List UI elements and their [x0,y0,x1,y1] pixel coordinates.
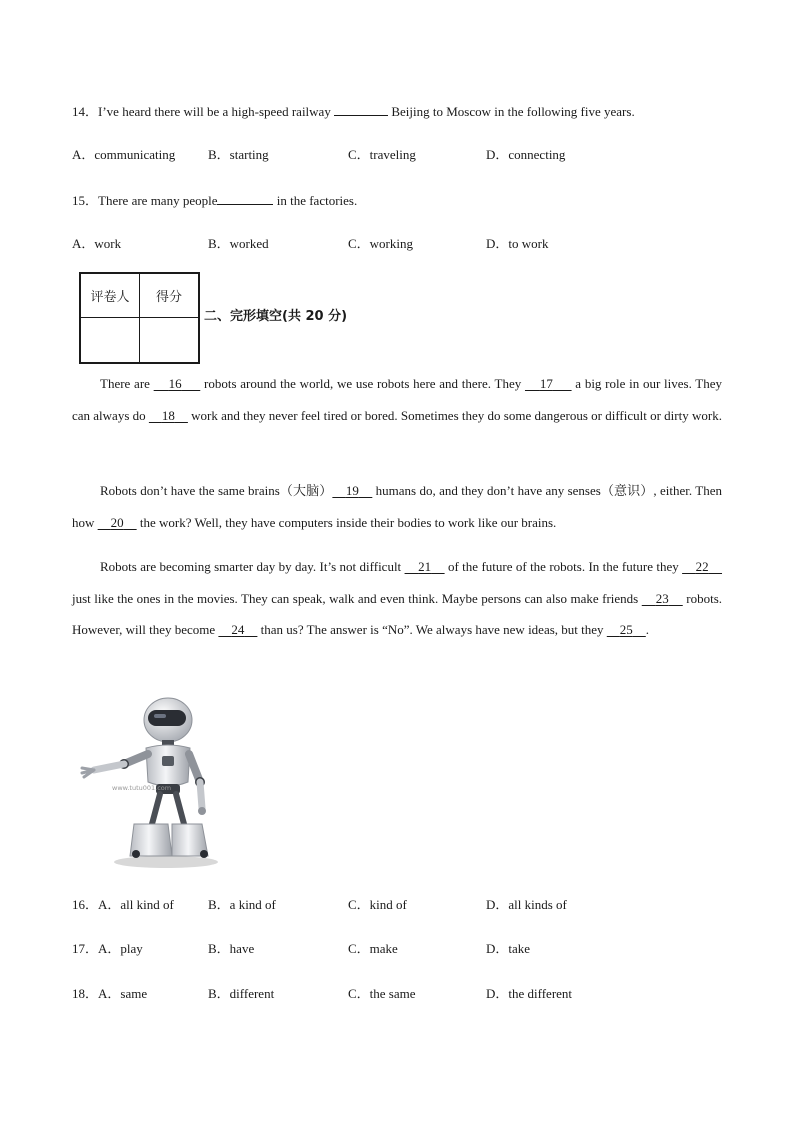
shadow [114,856,218,868]
question-number: 14． [72,104,99,119]
robot-hand [82,768,94,777]
question-number: 18． [72,986,99,1001]
blank-21: 21 [418,559,432,574]
option-b: B．have [208,941,255,956]
option-d: D．the different [486,986,573,1001]
blank-18: 18 [161,407,175,423]
option-d: D．take [486,941,531,956]
option-c: C．working [348,236,414,251]
answer-blank [217,190,273,205]
blank-20: 20 [110,514,124,530]
blank-25: 25 [619,622,633,637]
question-text: Beijing to Moscow in the following five years. [388,104,635,119]
passage-paragraph-3: Robots are becoming smarter day by day. It’s not difficult 21 of the future of the robots. In the future they 22 just like the ones in the movies. They can speak, walk and even think. Maybe persons can also make friends 23 robots. However, will they become 24 than us? The answer is “No”. We always have new ideas, but they 25 . [72,559,722,637]
passage-paragraph-1: There are 16 robots around the world, we use robots here and there. They 17 a big role in our lives. They can always do 18 work and they never feel tired or bored. Sometimes they do some dangerous or difficult or dirty work. [72,376,723,423]
option-c: C．make [348,941,398,956]
question-text: I’ve heard there will be a high-speed railway [98,104,335,119]
blank-22: 22 [695,559,709,574]
option-b: B．starting [208,147,269,162]
robot-illustration [76,690,221,870]
option-a: A．work [72,236,122,251]
question-text: in the factories. [273,193,358,208]
blank-23: 23 [655,590,669,606]
score-label: 得分 [140,273,200,318]
option-a: 17．A．play [72,941,143,956]
question-14-stem [72,101,635,121]
option-c: C．kind of [348,897,407,912]
option-a: 18．A．same [72,986,148,1001]
section-title: 二、完形填空(共 20 分) [204,309,348,324]
option-c: C．traveling [348,147,416,162]
robot-visor [148,710,186,726]
option-b: B．different [208,986,275,1001]
question-number: 15． [72,193,99,208]
option-a: A．communicating [72,147,176,162]
score-table [79,272,200,364]
score-cell [140,318,200,364]
option-b: B．a kind of [208,897,276,912]
passage-paragraph-2: Robots don’t have the same brains（大脑） 19 humans do, and they don’t have any senses（意识）, either. Then how 20 the work? Well, they have computers inside their bodies to work like our brains. [72,483,722,530]
answer-blank [334,101,388,116]
question-15-stem [72,190,357,210]
grader-cell [80,318,140,364]
option-d: D．all kinds of [486,897,567,912]
option-a: 16．A．all kind of [72,897,174,912]
option-c: C．the same [348,986,416,1001]
option-b: B．worked [208,236,269,251]
image-watermark: www.tutu001.com [112,784,172,792]
blank-19: 19 [345,483,359,498]
question-number: 17． [72,941,99,956]
question-text: There are many people [98,193,218,208]
blank-16: 16 [168,376,182,391]
option-d: D．connecting [486,147,566,162]
grader-label: 评卷人 [80,273,140,318]
blank-17: 17 [539,376,553,391]
option-d: D．to work [486,236,549,251]
blank-24: 24 [231,622,245,637]
question-number: 16． [72,897,99,912]
